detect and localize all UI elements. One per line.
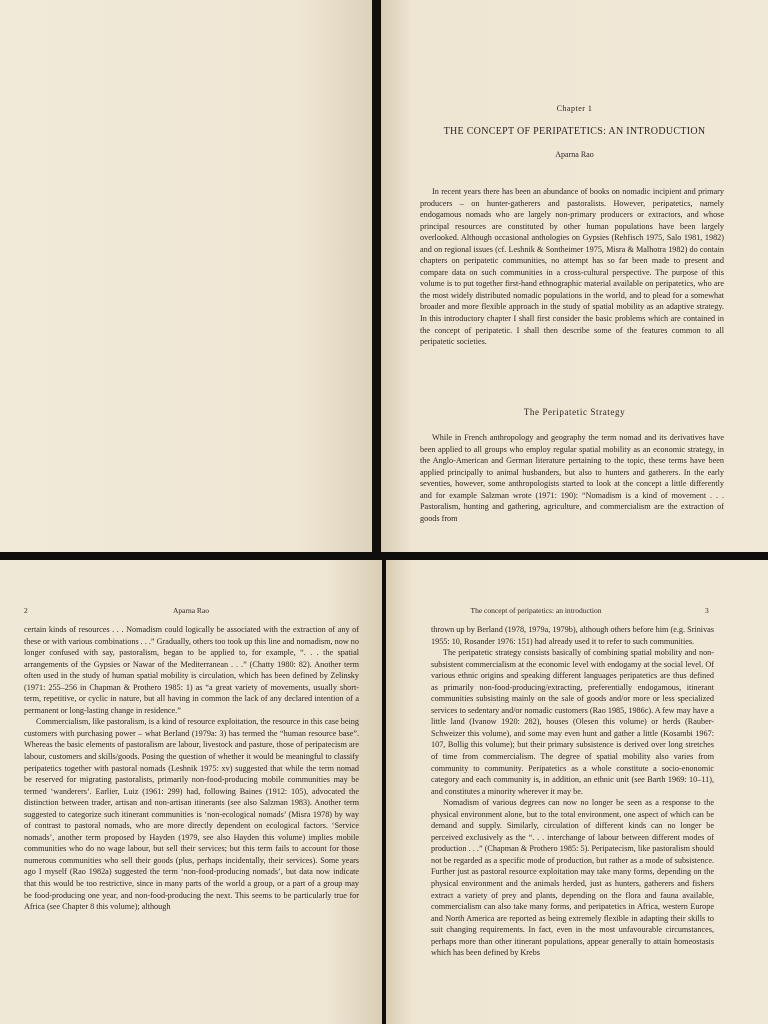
blank-page-top-left (0, 0, 372, 552)
paragraph: Commercialism, like pastoralism, is a kind of resource exploitation, the resource in this case being customers with purchasing power – what Berland (1979a: 3) has termed the “human resource base”. Whereas the basic elements of pastoralism are labour, livestock and pasture, those of peripatecism are labour, customers and skills/goods. Posing the question of whether it would be meaningful to classify peripatetics together with pastoral nomads (Leshnik 1975: xv) suggested that while the term nomad be reserved for migrating pastoralists, primarily non-food-producing mobile communities may be termed ‘wanderers’. Earlier, Luiz (1961: 299) had, following Baines (1912: 105), advocated the distinction between trader, artisan and non-artisan itinerants (see also Salzman 1983). Another term suggested to categorize such itinerant communities is ‘non-ecological nomads’ (Misra 1978) by way of contrast to pastoral nomads, who are more directly dependent on ecological factors. ‘Service nomads’, another term proposed by Hayden (1979, see also Hayden this volume) implies mobile communities who do no wage labour, but sell their services; but this term fails to account for those numerous communities who sell their goods (plus, perhaps incidentally, their services). Some years ago I myself (Rao 1982a) suggested the term ‘non-food-producing nomads’, but data now indicate that this would be too restrictive, since in many parts of the world a group, or a part of a group may be food-producing one year, and non-food-producing the next. This seems to be particularly true for Africa (see Chapter 8 this volume); although (24, 717, 359, 912)
page-2-text (24, 624, 359, 913)
page-3-text (431, 624, 714, 959)
section-text (420, 432, 724, 524)
paragraph: thrown up by Berland (1978, 1979a, 1979b), although others before him (e.g. Srinivas 1955: 10, Rosander 1976: 151) had already used it to refer to such communities. (431, 625, 714, 646)
intro-text (420, 186, 724, 348)
paragraph: certain kinds of resources . . . Nomadism could logically be associated with the extraction of any of these or with various combinations . . .” Gradually, others too took up this line and nomadism, now no longer confused with say, pastoralism, began to be applied to, for example, “. . . the spatial arrangements of the Gypsies or Nawar of the Mediterranean . . .” (Chatty 1980: 82). Another term often used in the study of human spatial mobility is circulation, which has been defined by Zelinsky (1971: 255–256 in Chapman & Prothero 1985: 1) as “a great variety of movements, usually short-term, repetitive, or cyclic in nature, but all having in common the lack of any declared intention of a permanent or long-lasting change in residence.” (24, 625, 359, 715)
chapter-label: Chapter 1 (556, 104, 593, 113)
book-gutter-top (372, 0, 381, 552)
running-head-right: The concept of peripatetics: an introduction (470, 606, 602, 615)
scan-divider (0, 552, 768, 560)
page-number-right: 3 (705, 606, 709, 615)
section-heading: The Peripatetic Strategy (523, 407, 626, 417)
page-number-left: 2 (24, 606, 28, 615)
chapter-author: Aparna Rao (555, 150, 594, 159)
paragraph: The peripatetic strategy consists basically of combining spatial mobility and non-subsistent commercialism at the economic level with endogamy at the social level. Of various ethnic origins and speaking different languages peripatetics are thus defined as primarily non-food-producing/extracting, preferentially endogamous, itinerant communities subsisting mainly on the sale of goods and/or more or less specialized services to sedentary and/or nomadic customers (Rao 1985, 1986c). A few may have a little land (Ivanow 1920: 282), houses (Olesen this volume) or herds (Rauber-Schweizer this volume), and some may even hunt and gather a little (Kosambi 1967: 107, Bollig this volume); but their primary subsistence is derived over long stretches of time from commercialism. The degree of spatial mobility also varies from community to community. Peripatetics as a whole constitute a socio-enonomic category and each community is, in addition, an ethnic unit (see Barth 1969: 10–11), and constitutes a minority wherever it may be. (431, 648, 714, 796)
chapter-title: THE CONCEPT OF PERIPATETICS: AN INTRODUCTION (443, 126, 706, 137)
intro-paragraph: In recent years there has been an abundance of books on nomadic incipient and primary producers – on hunter-gatherers and pastoralists. However, peripatetics, namely endogamous nomads who are largely non-primary producers or extractors, and whose principal resources are constituted by other human populations have been largely overlooked. Although occasional anthologies on Gypsies (Rehfisch 1975, Salo 1981, 1982) and on regional issues (cf. Leshnik & Sontheimer 1975, Misra & Malhotra 1982) do contain chapters on peripatetic communities, no attempt has so far been made to present and compare data on such communities in a cross-cultural perspective. The purpose of this volume is to put together first-hand ethnographic material available on peripatetics, who are the most widely distributed nomadic populations in the world, and to plead for a somewhat broader and more flexible approach in the study of spatial mobility as an adaptive strategy. In this introductory chapter I shall first consider the basic problems which are contained in the concept of peripatetic. I shall then describe some of the features common to all peripatetic societies. (420, 187, 724, 347)
section-paragraph: While in French anthropology and geography the term nomad and its derivatives have been applied to all groups who employ regular spatial mobility as an economic strategy, in the Anglo-American and German literature pertaining to the topic, these terms have been applied principally to animal husbanders, but also to hunters and gatherers. In the early seventies, however, some anthropologists started to look at the concept a little differently and for example Salzman wrote (1971: 190): “Nomadism is a kind of movement . . . Pastoralism, hunting and gathering, agriculture, and commercialism are the extraction of goods from (420, 433, 724, 523)
paragraph: Nomadism of various degrees can now no longer be seen as a response to the physical environment alone, but to the total environment, one aspect of which can be demand and supply. Similarly, circulation of different kinds can no longer be perceived exclusively as the “. . . interchange of labour between different modes of production . . .” (Chapman & Prothero 1985: 5). Peripatecism, like pastoralism should not be regarded as a specific mode of production, but rather as a mode of subsistence. Further just as pastoral resource exploitation may take many forms, depending on the physical environment and the animals herded, just as hunters, gatherers and fishers extract a variety of prey and plants, depending on the flora and fauna available, commercialism can also take many forms, and peripatetics in Africa, western Europe and North America are reported as being extremely flexible in adapting their skills to suit changing requirements. In fact, even in the most unfavourable circumstances, perhaps more than other itinerant populations, appear generally to attain homeostasis which has been defined by Krebs (431, 798, 714, 958)
chapter-opening-page (381, 0, 768, 552)
running-head-left: Aparna Rao (172, 606, 210, 615)
